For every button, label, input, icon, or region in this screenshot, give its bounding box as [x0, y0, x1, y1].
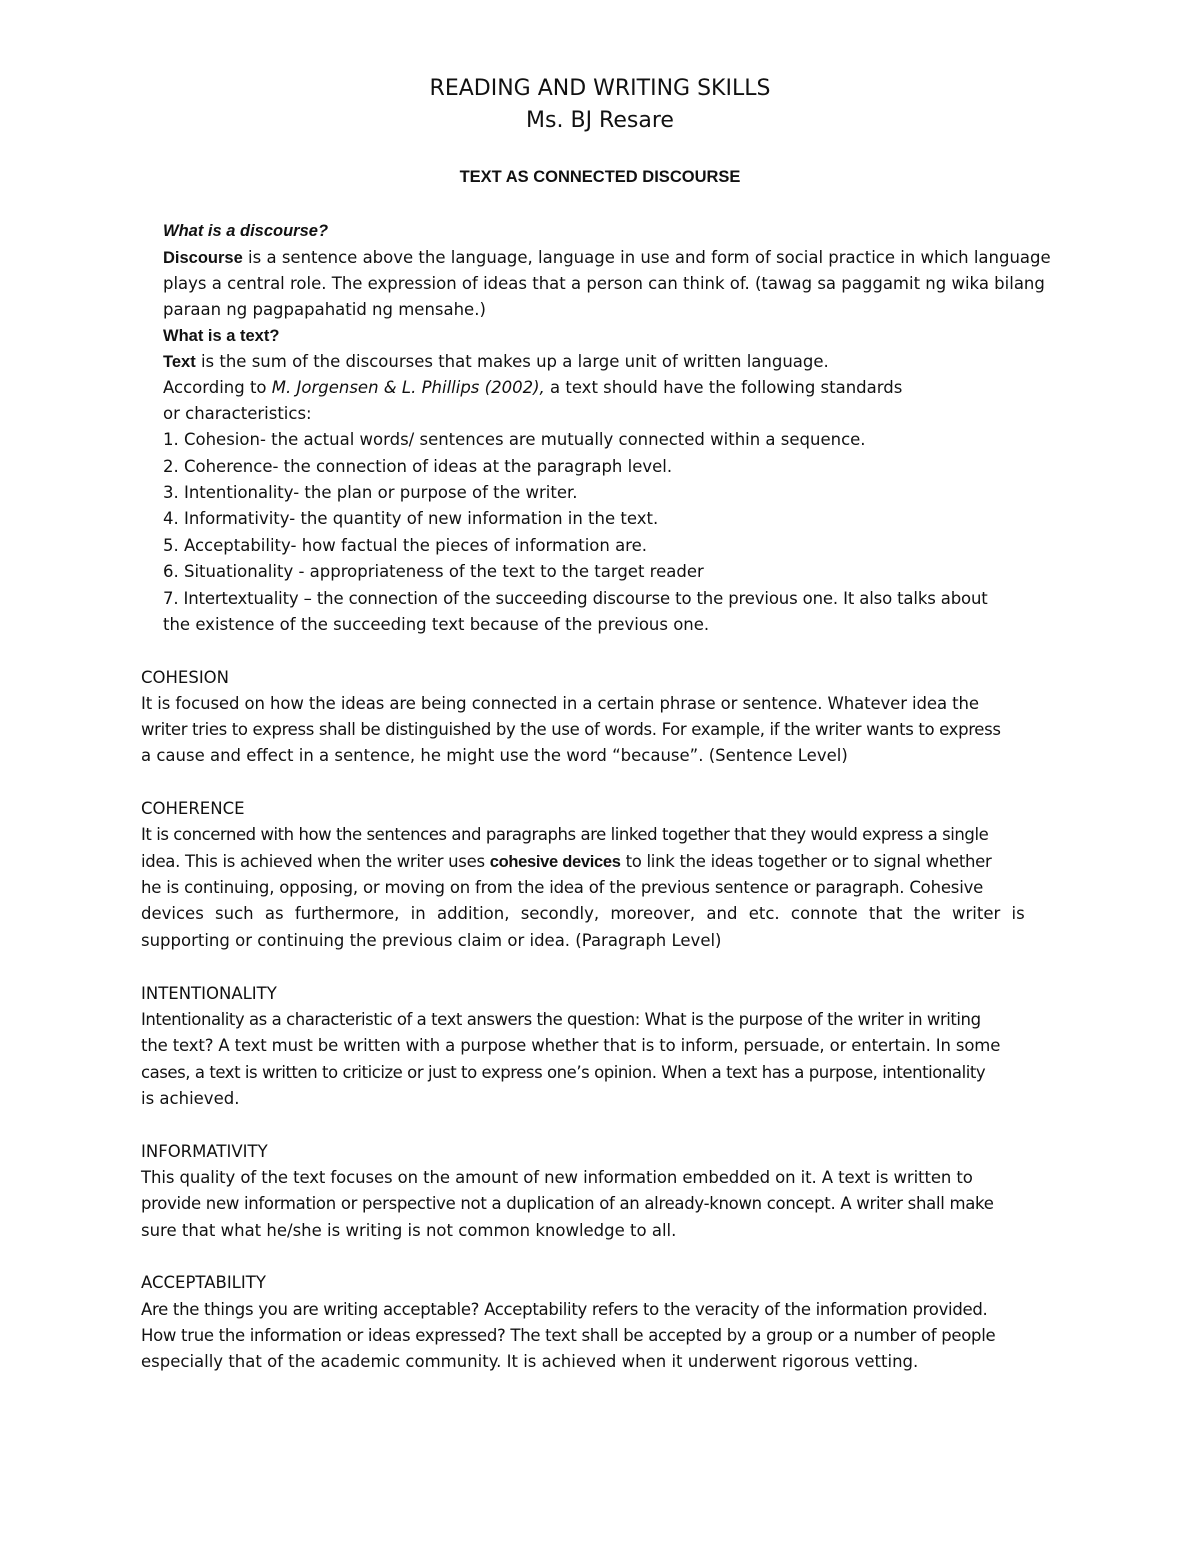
list-item: 5. Acceptability- how factual the pieces of information are.: [163, 536, 648, 555]
topic-title: TEXT AS CONNECTED DISCOURSE: [459, 168, 741, 186]
informativity-line-1: This quality of the text focuses on the amount of new information embedded on it. A text is written to: [141, 1168, 973, 1187]
discourse-line-1-text: is a sentence above the language, language in use and form of social practice in which language: [242, 248, 1051, 267]
coherence-line-2-pre: idea. This is achieved when the writer uses: [141, 852, 490, 871]
instructor-name: Ms. BJ Resare: [526, 108, 674, 133]
coherence-line-4: devices such as furthermore, in addition, secondly, moreover, and etc. connote that the writer is: [141, 904, 1025, 923]
coherence-line-2: [141, 849, 992, 875]
cohesion-line-2: writer tries to express shall be distinguished by the use of words. For example, if the writer wants to express: [141, 720, 1001, 739]
discourse-line-2: plays a central role. The expression of ideas that a person can think of. (tawag sa paggamit ng wika bilang: [163, 274, 1045, 293]
section-heading-acceptability: ACCEPTABILITY: [141, 1273, 266, 1292]
list-item: 1. Cohesion- the actual words/ sentences are mutually connected within a sequence.: [163, 430, 866, 449]
intentionality-line-1: Intentionality as a characteristic of a text answers the question: What is the purpose of the writer in writing: [141, 1010, 981, 1029]
intentionality-line-3: cases, a text is written to criticize or just to express one’s opinion. When a text has a purpose, intentionality: [141, 1063, 986, 1082]
intentionality-line-4: is achieved.: [141, 1089, 240, 1108]
acceptability-line-1: Are the things you are writing acceptable? Acceptability refers to the veracity of the information provided.: [141, 1300, 988, 1319]
acceptability-line-3: especially that of the academic community. It is achieved when it underwent rigorous vetting.: [141, 1352, 919, 1371]
discourse-term: Discourse: [163, 249, 243, 267]
coherence-line-2-post: to link the ideas together or to signal whether: [620, 852, 992, 871]
list-item: 3. Intentionality- the plan or purpose of the writer.: [163, 483, 578, 502]
text-line-2-pre: According to: [163, 378, 272, 397]
text-line-2: [163, 375, 902, 401]
coherence-line-5: supporting or continuing the previous claim or idea. (Paragraph Level): [141, 931, 722, 950]
coherence-line-3: he is continuing, opposing, or moving on from the idea of the previous sentence or paragraph. Cohesive: [141, 878, 984, 897]
list-item: 2. Coherence- the connection of ideas at the paragraph level.: [163, 457, 673, 476]
text-question: [163, 323, 279, 349]
course-title: READING AND WRITING SKILLS: [429, 76, 771, 101]
cohesion-line-1: It is focused on how the ideas are being connected in a certain phrase or sentence. Whatever idea the: [141, 694, 979, 713]
section-heading-informativity: INFORMATIVITY: [141, 1142, 268, 1161]
coherence-bold-term: cohesive devices: [489, 853, 621, 871]
intentionality-line-2: the text? A text must be written with a purpose whether that is to inform, persuade, or entertain. In some: [141, 1036, 1001, 1055]
acceptability-line-2: How true the information or ideas expressed? The text shall be accepted by a group or a number of people: [141, 1326, 996, 1345]
text-question-text: What is a text?: [163, 327, 280, 345]
text-line-1: [163, 349, 829, 375]
section-heading-intentionality: INTENTIONALITY: [141, 984, 277, 1003]
discourse-line-3: paraan ng pagpapahatid ng mensahe.): [163, 300, 486, 319]
citation: M. Jorgensen & L. Phillips (2002),: [271, 378, 545, 397]
discourse-line-1: [163, 245, 1051, 271]
section-heading-coherence: COHERENCE: [141, 799, 245, 818]
text-term: Text: [163, 353, 196, 371]
text-line-2-post: a text should have the following standards: [544, 378, 903, 397]
discourse-question: [163, 218, 328, 244]
list-item-continuation: the existence of the succeeding text because of the previous one.: [163, 615, 710, 634]
informativity-line-2: provide new information or perspective not a duplication of an already-known concept. A writer shall make: [141, 1194, 994, 1213]
informativity-line-3: sure that what he/she is writing is not common knowledge to all.: [141, 1221, 677, 1240]
text-line-3: or characteristics:: [163, 404, 312, 423]
list-item: 7. Intertextuality – the connection of the succeeding discourse to the previous one. It also talks about: [163, 589, 988, 608]
text-line-1-text: is the sum of the discourses that makes up a large unit of written language.: [195, 352, 829, 371]
section-heading-cohesion: COHESION: [141, 668, 230, 687]
cohesion-line-3: a cause and effect in a sentence, he might use the word “because”. (Sentence Level): [141, 746, 848, 765]
discourse-question-text: What is a discourse?: [163, 222, 329, 240]
list-item: 4. Informativity- the quantity of new information in the text.: [163, 509, 659, 528]
coherence-line-1: It is concerned with how the sentences and paragraphs are linked together that they would express a single: [141, 825, 989, 844]
list-item: 6. Situationality - appropriateness of the text to the target reader: [163, 562, 704, 581]
